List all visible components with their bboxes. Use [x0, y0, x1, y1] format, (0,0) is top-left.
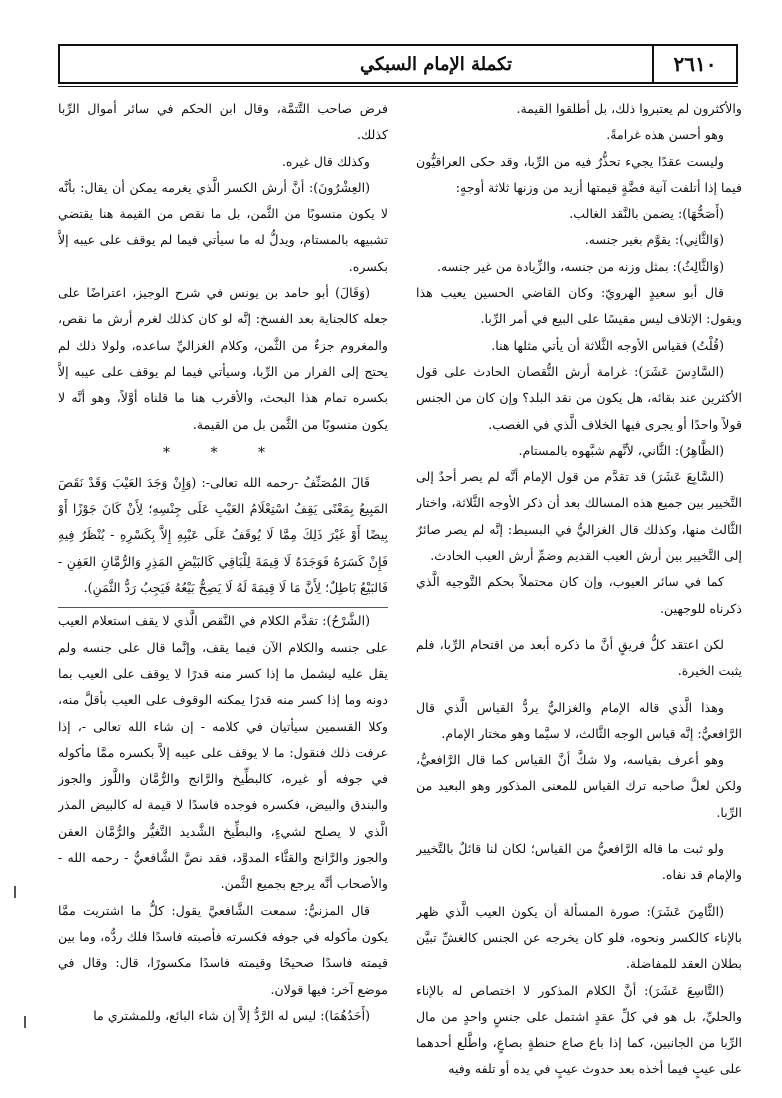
left-column: [58, 96, 388, 1081]
paragraph: قال المزنيُّ: سمعت الشَّافعيَّ يقول: كلُّ ما اشتريت ممَّا يكون مأكوله في جوفه فكسرته فأصبته فاسدًا فلك ردُّه، وما بين قيمته فاسدًا صحيحًا وقيمته فاسدًا مكسورًا، قال: وقال في موضع آخر: فيها قولان.: [58, 902, 388, 997]
paragraph: فرض صاحب التَّتمَّة، وقال ابن الحكم في سائر أموال الرِّبا كذلك.: [58, 101, 388, 143]
paragraph: (أَحَدُهُمَا): ليس له الرَّدُّ إلاَّ إن شاء البائع، وللمشتري ما: [93, 1007, 370, 1023]
paragraph: وهو أعرف بقياسه، ولا شكَّ أنَّ القياس كما قال الرَّافعيُّ، ولكن لعلَّ صاحبه ترك القياس للمعنى المذكور وهو البعيد من الرِّبا.: [416, 752, 742, 820]
paragraph: (التَّاسِعَ عَشَرَ): أنَّ الكلام المذكور لا اختصاص له بالإناء والحليِّ، بل هو في كلِّ عقدٍ اشتمل على جنسٍ واحدٍ من مال الرِّبا من الجانبين، كما إذا باع صاع حنطةٍ بصاعٍ، واطَّلع أحدهما على عيبٍ فيما أخذه بعد حدوث عيبٍ في يده أو تلفه وفيه: [416, 982, 742, 1077]
paragraph: ولو ثبت ما قاله الرَّافعيُّ من القياس؛ لكان لنا قائلٌ بالتَّخيير والإمام قد نفاه.: [416, 841, 742, 883]
page-number: ٢٦١٠: [652, 46, 736, 82]
right-column: [416, 96, 742, 1081]
header-rule: [58, 86, 738, 87]
margin-mark: [14, 886, 16, 898]
paragraph: والأكثرون لم يعتبروا ذلك، بل أطلقوا القيمة.: [516, 101, 742, 116]
paragraph: وكذلك قال غيره.: [281, 153, 370, 169]
paragraph: (الشَّرْحُ): تقدَّم الكلام في النَّقص الَّذي لا يقف استعلام العيب على جنسه والكلام الآن فيما يقف، وإنَّما قال على جنسه ولم يقل عليه ليشمل ما إذا كسر منه قدرًا لا يوقف على العيب بما دونه وما إذا كسر منه قدرًا يمكنه الوقوف على العيب بأقلَّ منه، وكلا القسمين سيأتيان في كلامه - إن شاء الله تعالى -، إذا عرفت ذلك فنقول: ما لا يوقف على عيبه إلاَّ بكسره ممَّا مأكوله في جوفه أو غيره، كالبطِّيخ والرَّانج والرُّمَّان واللَّوز والجوز والبندق والبيض، فكسره فوجده فاسدًا لا قيمة له كالبيض المذر الَّذي لا يصلح لشيءٍ، والبطِّيخ الشَّديد التَّغيُّر والرُّمَّان العفن والجوز والرَّانج والقثَّاء المدوَّد، فقد نصَّ الشَّافعيُّ - رحمه الله - والأصحاب أنَّه يرجع بجميع الثَّمن.: [58, 613, 388, 892]
paragraph: (السَّادِسَ عَشَرَ): غرامة أرش النُّقصان الحادث على قول الأكثرين عند بقائه، هل يكون من نقد البلد؟ وإن كان من الجنس قولاً واحدًا أو يجرى فيها الخلاف الَّذي في الغصب.: [416, 363, 742, 432]
paragraph: (وَالثَّالِثُ): بمثل وزنه من جنسه، والزِّيادة من غير جنسه.: [436, 258, 724, 274]
paragraph: وهو أحسن هذه غرامةً.: [606, 127, 724, 143]
paragraph: (الظَّاهِرُ): الثَّاني، لأنَّهم شبَّهوه بالمستام.: [518, 442, 724, 458]
paragraph: (السَّابِعَ عَشَرَ) قد تقدَّم من قول الإمام أنَّه لم يصر أحدٌ إلى التَّخيير بين جميع هذه المسالك بعد أن ذكر الأوجه الثَّلاثة، واختار الثَّالث منها، وكذلك قال الغزاليُّ في البسيط: إنَّه لم يصر صائرٌ إلى التَّخيير بين أرش العيب القديم وضمِّ أرش العيب الحادث.: [416, 469, 742, 564]
margin-mark: [24, 1016, 26, 1028]
paragraph: قال أبو سعيدٍ الهرويّ: وكان القاضي الحسين يعيب هذا ويقول: الإتلاف ليس مقيسًا على البيع في أمر الرِّبا.: [416, 285, 742, 327]
paragraph: كما في سائر العيوب، وإن كان محتملاً بحكم التَّوجيه الَّذي ذكرناه للوجهين.: [416, 574, 742, 616]
paragraph: (أَصَحُّهَا): يضمن بالنَّقد الغالب.: [569, 206, 724, 222]
page-header: [58, 44, 738, 84]
section-separator: * * *: [163, 444, 283, 461]
paragraph: (الثَّامِنَ عَشَرَ): صورة المسألة أن يكون العيب الَّذي ظهر بالإناء كالكسر ونحوه، فلو كان يخرجه عن الجنس كالغشِّ تبيَّن بطلان العقد للمفاضلة.: [416, 903, 742, 972]
running-title: تكملة الإمام السبكي: [360, 53, 512, 75]
paragraph: (قُلْتُ) فقياس الأوجه الثَّلاثة أن يأتي مثلها هنا.: [491, 337, 724, 353]
paragraph: (وَقَالَ) أبو حامد بن يونس في شرح الوجيز، اعتراضًا على جعله كالجناية بعد الفسخ: إنَّه لو كان كذلك لغرم أرش ما نقص، والمغروم جزءٌ من الثَّمن، وكلام الغزاليِّ ساعده، ولولا ذلك لم يحتج إلى الفرار من الرِّبا، وسيأتي فيما لم يوقف على عيبه إلاَّ بكسره تمام هذا البحث، والأقرب هنا ما قلناه أوَّلاً، وهو أنَّه لا يكون منسوبًا من الثَّمن بل من القيمة.: [58, 285, 388, 432]
paragraph: وهذا الَّذي قاله الإمام والغزاليُّ يردُّ القياس الَّذي قال الرَّافعيُّ: إنَّه قياس الوجه الثَّالث، لا سيَّما وهو مختار الإمام.: [416, 699, 742, 741]
matn-text: قَالَ المُصَنِّفُ -رحمه الله تعالى-: (وَإِنْ وَجَدَ العَيْبَ وَقَدْ نَقَصَ المَبِيعُ بِمَعْنًى يَقِفُ اسْتِعْلَامُ العَيْبِ عَلَى جِنْسِهِ؛ لِأَنْ كَانَ جَوْزًا أَوْ بِيضًا أَوْ غَيْرَ ذَلِكَ مِمَّا لَا يُوقَفُ عَلَى عَيْبِهِ إِلاَّ بِكَسْرِهِ - يُنْظَرُ فِيهِ فَإِنْ كَسَرَهُ فَوَجَدَهُ لَا قِيمَةَ لِلْبَاقِي كَالبَيْضِ المَذِرِ وَالرُّمَّانِ العَفِنِ - فَالبَيْعُ بَاطِلٌ؛ لِأَنَّ مَا لَا قِيمَةَ لَهُ لَا يَصِحُّ بَيْعُهُ فَيَجِبُ رَدُّ الثَّمَنِ).: [58, 470, 388, 608]
paragraph: وليست عقدًا يجيء تحذُّرٌ فيه من الرِّبا، وقد حكى العراقيُّون فيما إذا أتلفت آنية فضَّةٍ قيمتها أزيد من وزنها ثلاثة أوجهٍ:: [416, 153, 742, 195]
paragraph: لكن اعتقد كلُّ فريقٍ أنَّ ما ذكره أبعد من اقتحام الرِّبا، فلم يثبت الخيرة.: [416, 636, 742, 679]
paragraph: (العِشْرُونَ): أنَّ أرش الكسر الَّذي يغرمه يمكن أن يقال: بأنَّه لا يكون منسوبًا من الثَّمن، بل ما نقص من القيمة هنا يقتضي تشبيهه بالمستام، ويدلُّ له ما سيأتي فيما لم يوقف على عيبه إلاَّ بكسره.: [58, 179, 388, 274]
paragraph: (وَالثَّانِي): يقوَّم بغير جنسه.: [584, 232, 724, 248]
